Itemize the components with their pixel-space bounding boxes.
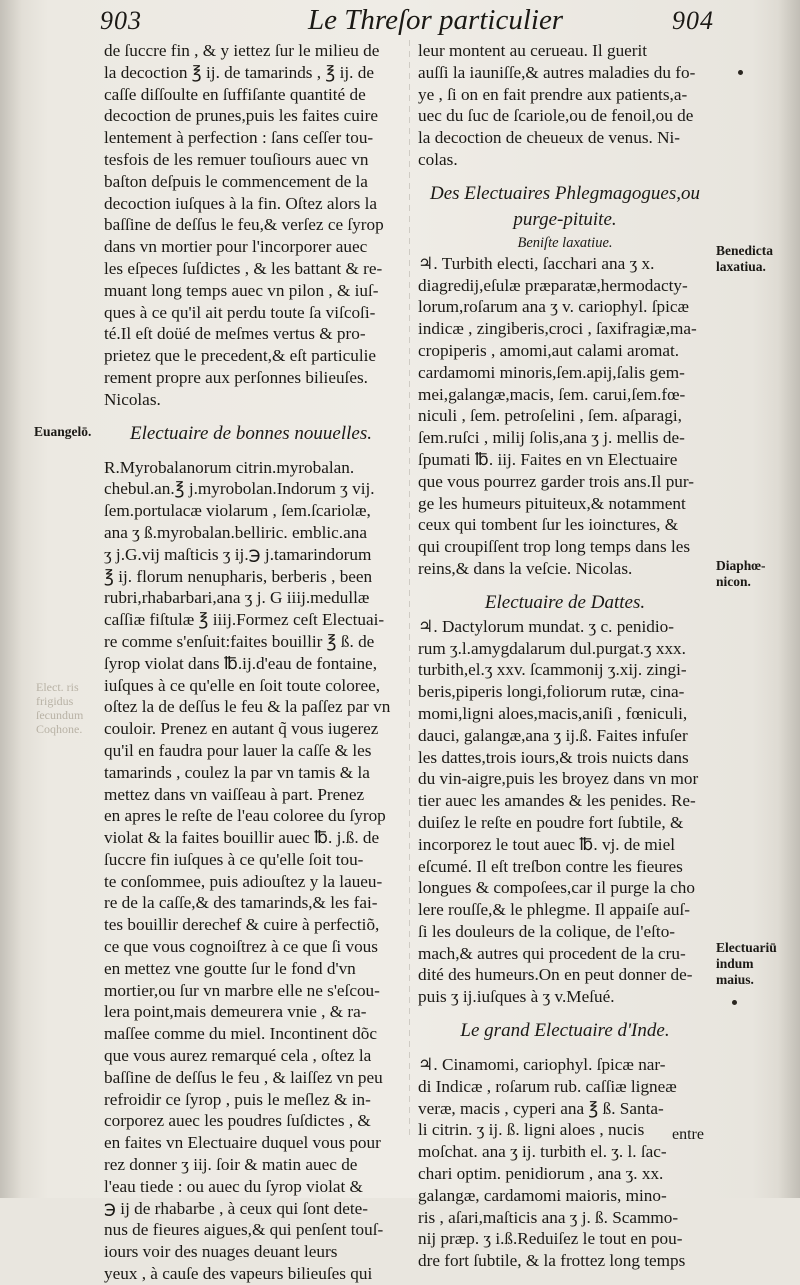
- text-line: mettez dans vn vaiſſeau à part. Prenez: [104, 784, 365, 804]
- text-line: eſcumé. Il eſt treſbon contre les fieures: [418, 856, 683, 876]
- ink-speck: [732, 1000, 737, 1005]
- text-line: que vous aurez remarqué cela , oſtez la: [104, 1046, 372, 1066]
- text-line: niculi , ſem. petroſelini , ſem. aſparagi,: [418, 406, 682, 426]
- running-head: Le Threſor particulier: [308, 4, 564, 36]
- text-line: decoction de prunes,puis les faites cuire: [104, 106, 378, 126]
- text-line: diagredij,eſulæ præparatæ,hermodacty-: [418, 275, 688, 295]
- right-text-block-3: [418, 616, 712, 1008]
- page-edge-shadow-right: [778, 0, 800, 1198]
- text-line: tamarinds , coulez la par vn tamis & la: [104, 762, 370, 782]
- text-line: rez donner ʒ iij. ſoir & matin auec de: [104, 1155, 358, 1175]
- text-line: en apres le reſte de l'eau coloree du ſyrop: [104, 806, 386, 826]
- text-line: mei,galangæ,macis, ſem. carui,ſem.fœ-: [418, 384, 686, 404]
- text-line: en mettez vne goutte ſur le fond d'vn: [104, 958, 356, 978]
- spacer: [104, 447, 398, 457]
- text-line: les eſpeces ſuſdictes , & les battant & re-: [104, 258, 383, 278]
- text-line: chari optim. penidiorum , ana ʒ. xx.: [418, 1164, 664, 1184]
- text-line: leur montent au cerueau. Il guerit: [418, 41, 648, 60]
- text-line: maſſee comme du miel. Incontinent dõc: [104, 1024, 378, 1044]
- text-line: ℈ ij de rhabarbe , à ceux qui ſont dete-: [104, 1198, 368, 1218]
- text-line: Nicolas.: [104, 389, 161, 409]
- text-line: du vin-aigre,puis les broyez dans vn mor: [418, 769, 699, 789]
- text-line: que vous pourrez garder trois ans.Il pur-: [418, 471, 694, 491]
- text-line: tes bouillir derechef & cuire à perfectiõ,: [104, 915, 380, 935]
- text-line: ſuccre fin iuſques à ce qu'elle ſoit tou-: [104, 849, 364, 869]
- text-line: ris , aſari,maſticis ana ʒ j. ß. Scammo-: [418, 1207, 679, 1227]
- text-line: R.Myrobalanorum citrin.myrobalan.: [104, 457, 355, 477]
- text-line: corporez auec les poudres ſuſdictes , &: [104, 1111, 371, 1131]
- margin-note-maius: maius.: [716, 972, 754, 987]
- text-line: muant long temps auec vn pilon , & iuſ-: [104, 280, 379, 300]
- text-line: uec du ſuc de ſcariole,ou de fenoil,ou de: [418, 106, 694, 126]
- text-line: ſyrop violat dans ℔.ij.d'eau de fontaine,: [104, 653, 377, 673]
- heading-phlegmagogues: Des Electuaires Phlegmagogues,ou: [430, 182, 700, 204]
- text-line: ſem.portulacæ violarum , ſem.ſcariolæ,: [104, 501, 371, 521]
- text-line: indicæ , zingiberis,croci , ſaxifragiæ,ma-: [418, 319, 697, 339]
- text-line: cropiperis , amomi,aut calami aromat.: [418, 340, 680, 360]
- text-line: caſſe diſſoulte en ſuffiſante quantité de: [104, 84, 366, 104]
- text-line: ge les humeurs pituiteux,& notamment: [418, 493, 686, 513]
- text-line: l'eau tiede : ou auec du ſyrop violat &: [104, 1176, 363, 1196]
- bleed-through-note-4: Coqhone.: [36, 722, 83, 736]
- text-line: duiſez le reſte en poudre fort ſubtile, &: [418, 812, 684, 832]
- margin-note-nicon: nicon.: [716, 574, 751, 589]
- spacer: [418, 1044, 712, 1054]
- margin-note-electuarium: Electuariū: [716, 940, 777, 955]
- text-line: re comme s'enſuit:faites bouillir ℥ ß. de: [104, 631, 375, 651]
- subheading-beniste-laxatiue: Beniſte laxatiue.: [517, 234, 613, 251]
- bleed-through-note-3: ſecundum: [36, 708, 84, 722]
- margin-note-diaphoe: Diaphœ-: [716, 558, 766, 573]
- text-line: de ſuccre fin , & y iettez ſur le milieu de: [104, 41, 380, 60]
- text-line: ceux qui tombent ſur les ioinctures, &: [418, 515, 679, 535]
- text-line: colas.: [418, 149, 458, 169]
- text-line: dauci, galangæ,ana ʒ ij.ß. Faites infuſer: [418, 725, 688, 745]
- spacer: [418, 580, 712, 590]
- text-line: qui croupiſſent trop long temps dans les: [418, 537, 691, 557]
- text-line: veræ, macis , cyperi ana ℥ ß. Santa-: [418, 1098, 664, 1118]
- text-line: ſem.ruſci , milij ſolis,ana ʒ j. mellis de-: [418, 428, 685, 448]
- margin-note-benedicta: Benedicta: [716, 243, 773, 258]
- text-line: turbith,el.ʒ xxv. ſcammonij ʒ.xij. zingi-: [418, 660, 687, 680]
- page-header: [0, 2, 800, 42]
- text-line: beris,piperis longi,foliorum rutæ, cina-: [418, 682, 685, 702]
- text-line: iours voir des nuages deuant leurs: [104, 1242, 338, 1262]
- text-line: galangæ, cardamomi maioris, mino-: [418, 1185, 667, 1205]
- right-page-number: 904: [672, 6, 714, 35]
- text-line: ♃. Dactylorum mundat. ʒ c. penidio-: [418, 616, 674, 636]
- text-line: en faites vn Electuaire duquel vous pour: [104, 1133, 381, 1153]
- heading-grand-electuaire-inde: Le grand Electuaire d'Inde.: [460, 1020, 670, 1042]
- text-line: nij præp. ʒ i.ß.Reduiſez le tout en pou-: [418, 1229, 683, 1249]
- text-line: la decoction de cheueux de venus. Ni-: [418, 128, 681, 148]
- text-line: rum ʒ.l.amygdalarum dul.purgat.ʒ xxx.: [418, 638, 686, 658]
- text-line: mach,& autres qui procedent de la cru-: [418, 943, 686, 963]
- margin-note-laxatiua: laxatiua.: [716, 259, 766, 274]
- text-line: ℥ ij. florum nenupharis, berberis , been: [104, 566, 373, 586]
- text-line: ♃. Turbith electi, ſacchari ana ʒ x.: [418, 253, 655, 273]
- page-edge-shadow-left: [0, 0, 22, 1198]
- text-line: auſſi la iauniſſe,& autres maladies du fo-: [418, 62, 696, 82]
- text-line: re de la caſſe,& des tamarinds,& les fai-: [104, 893, 378, 913]
- text-line: couloir. Prenez en autant q̃ vous iugerez: [104, 719, 379, 739]
- heading-electuaire-dattes: Electuaire de Dattes.: [484, 591, 646, 613]
- text-line: mortier,ou ſur vn marbre elle ne s'eſcou-: [104, 980, 380, 1000]
- text-line: dité des humeurs.On en peut donner de-: [418, 965, 693, 985]
- spacer: [418, 171, 712, 181]
- text-line: nus de fieures aigues,& qui penſent touſ-: [104, 1220, 384, 1240]
- text-line: dre fort ſubtile, & la frottez long temps: [418, 1251, 686, 1271]
- text-line: oſtez la de deſſus le feu & la paſſez par vn: [104, 697, 391, 717]
- text-line: yeux , à cauſe des vapeurs bilieuſes qui: [104, 1264, 373, 1284]
- text-line: cardamomi minoris,ſem.apij,ſalis gem-: [418, 362, 685, 382]
- spacer: [418, 1008, 712, 1018]
- text-line: lorum,roſarum ana ʒ v. cariophyl. ſpicæ: [418, 297, 689, 317]
- text-line: iuſques à ce qu'elle en ſoit toute coloree,: [104, 675, 381, 695]
- text-line: ♃. Cinamomi, cariophyl. ſpicæ nar-: [418, 1055, 666, 1075]
- text-line: puis ʒ ij.iuſques à ʒ v.Meſué.: [418, 987, 615, 1007]
- text-line: te conſommee, puis adiouſtez y la laueu-: [104, 871, 383, 891]
- text-line: rement propre aux perſonnes bilieuſes.: [104, 367, 368, 387]
- text-line: baſton deſpuis le commencement de la: [104, 171, 368, 191]
- text-line: ye , ſi on en fait prendre aux patients,a-: [418, 84, 688, 104]
- text-line: lera point,mais demeurera vnie , & ra-: [104, 1002, 367, 1022]
- left-text-block-1: [104, 40, 398, 411]
- text-line: baſſine de deſſus le feu , & laiſſez vn peu: [104, 1067, 383, 1087]
- text-line: lere rouſſe,& le phlegme. Il appaiſe auſ-: [418, 900, 691, 920]
- text-line: incorporez le tout auec ℔. vj. de miel: [418, 834, 675, 854]
- text-line: ce que vous cognoiſtrez à ce que ſi vous: [104, 937, 378, 957]
- right-text-block-1: [418, 40, 712, 171]
- text-line: qu'il en faudra pour lauer la caſſe & les: [104, 740, 372, 760]
- text-line: momi,ligni aloes,macis,aniſi , fœniculi,: [418, 703, 688, 723]
- left-page-number: 903: [100, 6, 142, 35]
- text-line: moſchat. ana ʒ ij. turbith el. ʒ. l. ſac-: [418, 1142, 667, 1162]
- text-line: refroidir ce ſyrop , puis le meſlez & in-: [104, 1089, 371, 1109]
- text-line: ſi les douleurs de la colique, de l'eſto-: [418, 921, 676, 941]
- ink-speck: [738, 70, 743, 75]
- text-line: tesfois de les remuer touſiours auec vn: [104, 149, 369, 169]
- heading-electuaire-bonnes-nouuelles: Electuaire de bonnes nouuelles.: [129, 422, 372, 444]
- text-line: baſſine de deſſus le feu,& verſez ce ſyrop: [104, 215, 384, 235]
- column-divider: [409, 40, 410, 1140]
- text-line: té.Il eſt doüé de meſmes vertus & pro-: [104, 324, 366, 344]
- text-line: longues & compoſees,car il purge la cho: [418, 878, 695, 898]
- text-line: rubri,rhabarbari,ana ʒ j. G iiij.medullæ: [104, 588, 370, 608]
- text-line: di Indicæ , roſarum rub. caſſiæ ligneæ: [418, 1076, 677, 1096]
- left-text-block-2: [104, 457, 398, 1285]
- text-line: dans vn mortier pour l'incorporer auec: [104, 237, 368, 257]
- heading-purge-pituite: purge-pituite.: [513, 208, 617, 230]
- right-column: [418, 40, 712, 1272]
- text-line: ſpumati ℔. iij. Faites en vn Electuaire: [418, 449, 678, 469]
- right-text-block-4: [418, 1054, 712, 1272]
- text-line: prietez que le precedent,& eſt particulie: [104, 346, 376, 366]
- text-line: ques à ce qu'il ait perdu toute ſa viſcoſi-: [104, 302, 376, 322]
- text-line: la decoction ℥ ij. de tamarinds , ℥ ij. de: [104, 62, 374, 82]
- text-line: caſſiæ fiſtulæ ℥ iiij.Formez ceſt Electuai-: [104, 610, 385, 630]
- right-text-block-2: [418, 253, 712, 580]
- spacer: [104, 411, 398, 421]
- margin-note-euangelo: Euangelō.: [34, 424, 92, 439]
- bleed-through-note-2: frigidus: [36, 694, 74, 708]
- text-line: les dattes,trois iours,& trois nuicts dans: [418, 747, 689, 767]
- bleed-through-note-1: Elect. ris: [36, 680, 79, 694]
- catchword: entre: [672, 1126, 704, 1143]
- text-line: reins,& dans la veſcie. Nicolas.: [418, 558, 633, 578]
- text-line: ana ʒ ß.myrobalan.belliric. emblic.ana: [104, 522, 367, 542]
- text-line: violat & la faites bouillir auec ℔. j.ß. de: [104, 828, 380, 848]
- text-line: ʒ j.G.vij maſticis ʒ ij.℈ j.tamarindorum: [104, 544, 372, 564]
- text-line: chebul.an.℥ j.myrobolan.Indorum ʒ vij.: [104, 479, 375, 499]
- left-column: [104, 40, 398, 1285]
- text-line: tier auec les amandes & les penides. Re-: [418, 791, 696, 811]
- margin-note-indum: indum: [716, 956, 754, 971]
- text-line: lentement à perfection : ſans ceſſer tou-: [104, 128, 374, 148]
- text-line: li citrin. ʒ ij. ß. ligni aloes , nucis: [418, 1120, 645, 1140]
- text-line: decoction iuſques à la fin. Oſtez alors la: [104, 193, 377, 213]
